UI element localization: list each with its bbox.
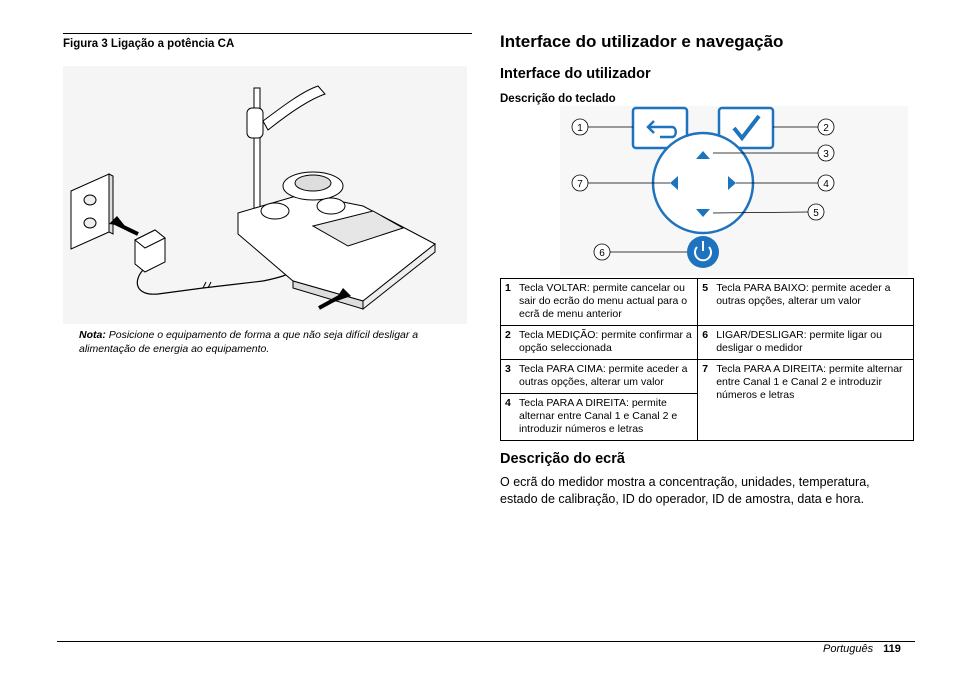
key-number: 4 (501, 394, 516, 441)
callout-2: 2 (823, 123, 829, 134)
page-number: 119 (883, 643, 901, 655)
key-description-table (500, 278, 914, 441)
key-number: 7 (698, 360, 713, 441)
table-row (501, 279, 914, 326)
figure-caption: Figura 3 Ligação a potência CA (63, 38, 235, 50)
callout-4: 4 (823, 179, 829, 190)
key-description: Tecla PARA A DIREITA: permite alternar entre Canal 1 e Canal 2 e introduzir números e letras (712, 360, 913, 441)
note-text (79, 328, 469, 356)
key-number: 6 (698, 326, 713, 360)
left-top-rule (63, 33, 472, 34)
keypad-diagram (560, 106, 908, 276)
ac-power-connection-figure (63, 66, 467, 324)
callout-3: 3 (823, 149, 829, 160)
table-row (501, 326, 914, 360)
key-description: Tecla PARA A DIREITA: permite alternar entre Canal 1 e Canal 2 e introduzir números e letras (515, 394, 698, 441)
key-description: LIGAR/DESLIGAR: permite ligar ou desligar o medidor (712, 326, 913, 360)
key-description: Tecla MEDIÇÃO: permite confirmar a opção seleccionada (515, 326, 698, 360)
key-number: 3 (501, 360, 516, 394)
callout-7: 7 (577, 179, 583, 190)
key-description: Tecla PARA BAIXO: permite aceder a outras opções, alterar um valor (712, 279, 913, 326)
page-footer (823, 643, 901, 655)
screen-description: O ecrã do medidor mostra a concentração, unidades, temperatura, estado de calibração, ID do operador, ID de amostra, data e hora. (500, 475, 870, 506)
keypad-heading: Descrição do teclado (500, 93, 616, 105)
page-title: Interface do utilizador e navegação (500, 32, 784, 51)
footer-rule (57, 641, 915, 642)
key-number: 5 (698, 279, 713, 326)
section-heading-ui: Interface do utilizador (500, 66, 651, 82)
note-label: Nota: (79, 329, 106, 341)
key-number: 2 (501, 326, 516, 360)
key-number: 1 (501, 279, 516, 326)
section-heading-screen: Descrição do ecrã (500, 451, 625, 467)
callout-1: 1 (577, 123, 583, 134)
callout-5: 5 (813, 208, 819, 219)
table-row (501, 360, 914, 394)
key-description: Tecla PARA CIMA: permite aceder a outras opções, alterar um valor (515, 360, 698, 394)
key-description: Tecla VOLTAR: permite cancelar ou sair do ecrão do menu actual para o ecrã de menu anterior (515, 279, 698, 326)
power-key (687, 236, 719, 268)
callout-6: 6 (599, 248, 605, 259)
note-body: Posicione o equipamento de forma a que não seja difícil desligar a alimentação de energia ao equipamento. (79, 329, 419, 355)
footer-language: Português (823, 643, 874, 655)
